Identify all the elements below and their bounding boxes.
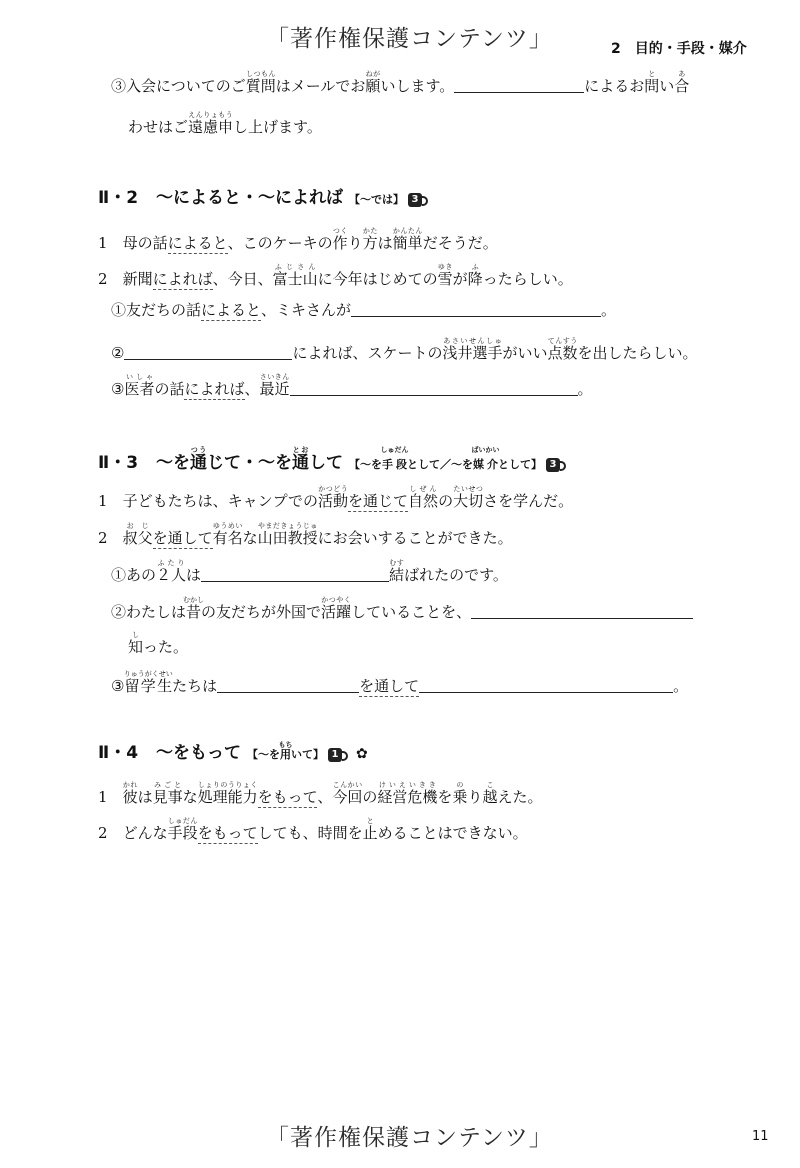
- answer-blank[interactable]: [419, 677, 673, 693]
- level-badge-icon: 3: [546, 458, 560, 472]
- section-heading: Ⅱ・2 〜によると・〜によれば 【〜では】 3: [98, 187, 422, 211]
- answer-blank[interactable]: [454, 77, 584, 93]
- level-badge-icon: 1: [328, 748, 342, 762]
- example-sentence: 1 母の話によると、このケーキの作つくり方かたは簡単かんたんだそうだ。: [98, 227, 498, 252]
- example-sentence: 1 彼かれは見事みごとな処理能力しょりのうりょくをもって、今回こんかいの経営危機けいえいききを乗のり越こえた。: [98, 781, 543, 806]
- exercise-line: わせはご遠慮えんりょ申もうし上げます。: [128, 111, 322, 136]
- example-sentence: 2 新聞によれば、今日、富士山ふじさんに今年はじめての雪ゆきが降ふったらしい。: [98, 263, 573, 288]
- exercise-line: 知しった。: [128, 631, 189, 656]
- answer-blank[interactable]: [290, 380, 578, 396]
- section-heading: Ⅱ・4 〜をもって 【〜を用もちいて】 1 ✿: [98, 741, 368, 763]
- flower-icon: ✿: [355, 746, 368, 762]
- exercise-line: ③医者いしゃの話によれば、最近さいきん。: [111, 373, 593, 398]
- section-heading: Ⅱ・3 〜を通つうじて・〜を通とおして 【〜を手段しゅだんとして／〜を媒介ばいかいとして】 3: [98, 446, 560, 476]
- copyright-watermark-bottom: 「著作権保護コンテンツ」: [266, 1125, 553, 1151]
- example-sentence: 2 どんな手段しゅだんをもってしても、時間を止とめることはできない。: [98, 817, 528, 842]
- copyright-watermark-top: 「著作権保護コンテンツ」: [266, 26, 553, 52]
- exercise-line: ③入会についてのご質問しつもんはメールでお願ねがいします。 によるお問とい合あ: [111, 70, 690, 95]
- exercise-line: ①あの２人ふたりは 結むすばれたのです。: [111, 559, 508, 584]
- exercise-line: ③留学生りゅうがくせいたちは を通して 。: [111, 670, 689, 695]
- chapter-title: 2 目的・手段・媒介: [611, 41, 747, 57]
- answer-blank[interactable]: [217, 677, 359, 693]
- answer-blank[interactable]: [201, 566, 389, 582]
- exercise-line: ②わたしは昔むかしの友だちが外国で活躍かつやくしていることを、: [111, 596, 693, 622]
- page-number: 11: [752, 1129, 769, 1144]
- answer-blank[interactable]: [471, 603, 693, 619]
- example-sentence: 2 叔父おじを通して有名ゆうめいな山田教授やまだきょうじゅにお会いすることができた。: [98, 522, 513, 547]
- answer-blank[interactable]: [351, 301, 601, 317]
- exercise-line: ② によれば、スケートの浅井選手あさいせんしゅがいい点数てんすうを出したらしい。: [111, 337, 698, 362]
- exercise-line: ①友だちの話によると、ミキさんが 。: [111, 301, 617, 319]
- example-sentence: 1 子どもたちは、キャンプでの活動かつどうを通じて自然しぜんの大切たいせつさを学んだ。: [98, 485, 574, 510]
- answer-blank[interactable]: [124, 344, 292, 360]
- level-badge-icon: 3: [408, 193, 422, 207]
